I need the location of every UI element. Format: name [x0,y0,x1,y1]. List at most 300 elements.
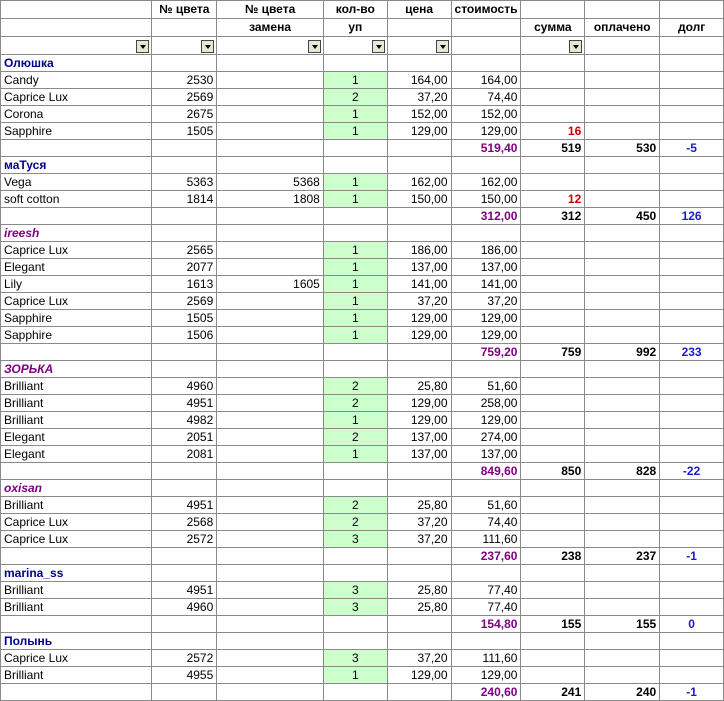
empty-cell [152,548,217,565]
total-row [1,548,724,565]
header-price: цена [387,1,451,19]
table-row [1,276,724,293]
sum-cell [521,106,585,123]
header-row-1 [1,1,724,19]
price-cell: 141,00 [387,276,451,293]
paid-cell [585,89,660,106]
item-name: Caprice Lux [1,650,152,667]
color-no: 2051 [152,429,217,446]
table-row [1,72,724,89]
empty-cell [323,225,387,242]
total-paid: 155 [585,616,660,633]
color-no: 2565 [152,242,217,259]
price-cell: 25,80 [387,582,451,599]
table-row [1,497,724,514]
empty-cell [217,208,324,225]
paid-cell [585,123,660,140]
price-cell: 37,20 [387,514,451,531]
paid-cell [585,429,660,446]
header-sum: сумма [521,19,585,37]
empty-cell [451,157,521,174]
item-name: Caprice Lux [1,89,152,106]
empty-cell [387,225,451,242]
item-name: Brilliant [1,412,152,429]
empty-cell [323,208,387,225]
qty-cell: 1 [323,72,387,89]
qty-cell: 1 [323,276,387,293]
debt-cell [660,72,724,89]
empty-cell [585,633,660,650]
total-paid: 240 [585,684,660,701]
color-repl [217,327,324,344]
cost-cell: 129,00 [451,412,521,429]
color-repl [217,378,324,395]
paid-cell [585,310,660,327]
color-no: 4982 [152,412,217,429]
empty-cell [660,157,724,174]
empty-cell [387,616,451,633]
debt-cell [660,123,724,140]
color-repl [217,497,324,514]
empty-cell [217,633,324,650]
sum-cell [521,242,585,259]
total-row [1,463,724,480]
total-sum: 850 [521,463,585,480]
price-cell: 186,00 [387,242,451,259]
header-color-repl-sub: замена [217,19,324,37]
debt-cell [660,378,724,395]
empty-cell [585,565,660,582]
filter-cell [660,37,724,55]
paid-cell [585,191,660,208]
total-row [1,208,724,225]
cost-cell: 129,00 [451,327,521,344]
header-qty-sub: уп [323,19,387,37]
paid-cell [585,412,660,429]
empty-cell [152,140,217,157]
item-name: Brilliant [1,667,152,684]
item-name: soft cotton [1,191,152,208]
header-cell-empty [521,1,585,19]
empty-cell [451,55,521,72]
empty-cell [387,55,451,72]
empty-cell [585,361,660,378]
empty-cell [323,140,387,157]
sum-cell [521,72,585,89]
table-row [1,650,724,667]
group-header-row [1,157,724,174]
price-cell: 129,00 [387,327,451,344]
item-name: Elegant [1,429,152,446]
item-name: Caprice Lux [1,514,152,531]
table-row [1,446,724,463]
color-repl [217,582,324,599]
item-name: Caprice Lux [1,293,152,310]
paid-cell [585,667,660,684]
empty-cell [521,633,585,650]
total-debt: -1 [660,548,724,565]
empty-cell [152,565,217,582]
debt-cell [660,582,724,599]
sum-cell [521,667,585,684]
filter-cell [323,37,387,55]
color-repl [217,72,324,89]
filter-dropdown-icon[interactable] [569,40,582,53]
group-header-row [1,480,724,497]
cost-cell: 111,60 [451,531,521,548]
debt-cell [660,310,724,327]
debt-cell [660,191,724,208]
table-row [1,310,724,327]
color-no: 4951 [152,497,217,514]
cost-cell: 137,00 [451,259,521,276]
empty-cell [323,480,387,497]
color-repl [217,667,324,684]
header-cost: стоимость [451,1,521,19]
sum-cell [521,599,585,616]
empty-cell [152,480,217,497]
filter-dropdown-icon[interactable] [201,40,214,53]
color-repl [217,259,324,276]
total-debt: -1 [660,684,724,701]
table-row [1,259,724,276]
cost-cell: 111,60 [451,650,521,667]
total-row [1,616,724,633]
table-row [1,395,724,412]
header-color-repl: № цвета [217,1,324,19]
empty-cell [217,463,324,480]
color-repl [217,310,324,327]
qty-cell: 3 [323,599,387,616]
debt-cell [660,446,724,463]
sum-cell: 12 [521,191,585,208]
item-name: Caprice Lux [1,531,152,548]
header-cell-item [1,1,152,19]
empty-cell [323,633,387,650]
cost-cell: 51,60 [451,497,521,514]
debt-cell [660,106,724,123]
item-name: Brilliant [1,378,152,395]
color-repl [217,123,324,140]
item-name: Vega [1,174,152,191]
header-qty: кол-во [323,1,387,19]
table-row [1,174,724,191]
debt-cell [660,395,724,412]
total-cost: 759,20 [451,344,521,361]
empty-cell [323,55,387,72]
empty-cell [152,616,217,633]
empty-cell [660,361,724,378]
cost-cell: 137,00 [451,446,521,463]
qty-cell: 1 [323,293,387,310]
table-row [1,378,724,395]
table-row [1,123,724,140]
item-name: Candy [1,72,152,89]
debt-cell [660,514,724,531]
filter-cell [521,37,585,55]
cost-cell: 164,00 [451,72,521,89]
qty-cell: 3 [323,531,387,548]
debt-cell [660,599,724,616]
item-name: Elegant [1,446,152,463]
color-no: 2572 [152,531,217,548]
color-repl [217,242,324,259]
sum-cell [521,650,585,667]
paid-cell [585,72,660,89]
empty-cell [387,140,451,157]
filter-cell [152,37,217,55]
customer-name: oxisan [1,480,152,497]
filter-dropdown-icon[interactable] [308,40,321,53]
empty-cell [387,565,451,582]
empty-cell [387,208,451,225]
paid-cell [585,497,660,514]
price-cell: 150,00 [387,191,451,208]
empty-cell [152,157,217,174]
cost-cell: 274,00 [451,429,521,446]
empty-cell [387,344,451,361]
empty-cell [217,55,324,72]
empty-cell [451,565,521,582]
item-name: Lily [1,276,152,293]
color-no: 4955 [152,667,217,684]
color-repl [217,89,324,106]
price-cell: 152,00 [387,106,451,123]
empty-cell [521,361,585,378]
paid-cell [585,446,660,463]
color-no: 1505 [152,123,217,140]
price-cell: 129,00 [387,412,451,429]
paid-cell [585,327,660,344]
customer-name: Олюшка [1,55,152,72]
cost-cell: 74,40 [451,89,521,106]
debt-cell [660,412,724,429]
empty-cell [217,361,324,378]
empty-cell [387,633,451,650]
empty-cell [387,480,451,497]
price-cell: 137,00 [387,259,451,276]
color-no: 2569 [152,293,217,310]
color-repl [217,531,324,548]
empty-cell [660,225,724,242]
empty-cell [451,633,521,650]
color-no: 4951 [152,582,217,599]
qty-cell: 2 [323,89,387,106]
color-repl: 5368 [217,174,324,191]
paid-cell [585,276,660,293]
cost-cell: 258,00 [451,395,521,412]
table-row [1,293,724,310]
price-cell: 25,80 [387,599,451,616]
paid-cell [585,106,660,123]
qty-cell: 2 [323,378,387,395]
customer-name: ЗОРЬКА [1,361,152,378]
group-header-row [1,565,724,582]
cost-cell: 141,00 [451,276,521,293]
item-name: Brilliant [1,395,152,412]
color-no: 4960 [152,599,217,616]
total-debt: -22 [660,463,724,480]
total-paid: 237 [585,548,660,565]
qty-cell: 1 [323,667,387,684]
table-row [1,667,724,684]
color-repl [217,106,324,123]
cost-cell: 129,00 [451,310,521,327]
paid-cell [585,174,660,191]
empty-cell [217,565,324,582]
paid-cell [585,531,660,548]
sum-cell [521,412,585,429]
table-row [1,191,724,208]
sum-cell [521,378,585,395]
price-cell: 25,80 [387,497,451,514]
filter-cell [585,37,660,55]
empty-cell [323,344,387,361]
sum-cell [521,531,585,548]
debt-cell [660,327,724,344]
empty-cell [660,633,724,650]
price-cell: 37,20 [387,293,451,310]
debt-cell [660,174,724,191]
filter-cell [217,37,324,55]
empty-cell [323,548,387,565]
customer-name: маТуся [1,157,152,174]
empty-cell [152,344,217,361]
empty-cell [323,616,387,633]
price-cell: 129,00 [387,123,451,140]
sum-cell [521,276,585,293]
table-row [1,599,724,616]
empty-cell [585,225,660,242]
qty-cell: 2 [323,429,387,446]
price-cell: 164,00 [387,72,451,89]
table-row [1,582,724,599]
empty-cell [585,157,660,174]
header-cell-empty [585,1,660,19]
color-repl [217,446,324,463]
cost-cell: 77,40 [451,599,521,616]
price-cell: 25,80 [387,378,451,395]
total-cost: 154,80 [451,616,521,633]
empty-cell [521,225,585,242]
color-no: 4951 [152,395,217,412]
total-cost: 240,60 [451,684,521,701]
cost-cell: 129,00 [451,123,521,140]
group-header-row [1,633,724,650]
empty-cell [387,361,451,378]
sum-cell [521,582,585,599]
price-cell: 137,00 [387,446,451,463]
total-paid: 530 [585,140,660,157]
filter-dropdown-icon[interactable] [136,40,149,53]
qty-cell: 2 [323,395,387,412]
price-cell: 129,00 [387,395,451,412]
filter-dropdown-icon[interactable] [372,40,385,53]
item-name: Sapphire [1,327,152,344]
table-row [1,429,724,446]
filter-row [1,37,724,55]
color-repl: 1808 [217,191,324,208]
empty-cell [323,157,387,174]
empty-cell [1,616,152,633]
color-no: 4960 [152,378,217,395]
qty-cell: 1 [323,106,387,123]
total-paid: 992 [585,344,660,361]
total-paid: 450 [585,208,660,225]
sum-cell [521,327,585,344]
color-repl [217,395,324,412]
qty-cell: 1 [323,123,387,140]
empty-cell [660,565,724,582]
empty-cell [451,225,521,242]
total-cost: 519,40 [451,140,521,157]
qty-cell: 2 [323,497,387,514]
color-repl [217,412,324,429]
empty-cell [1,140,152,157]
item-name: Caprice Lux [1,242,152,259]
color-no: 2568 [152,514,217,531]
cost-cell: 74,40 [451,514,521,531]
total-row [1,344,724,361]
cost-cell: 51,60 [451,378,521,395]
qty-cell: 1 [323,310,387,327]
color-no: 2675 [152,106,217,123]
empty-cell [1,208,152,225]
header-color-no: № цвета [152,1,217,19]
empty-cell [323,565,387,582]
total-cost: 849,60 [451,463,521,480]
color-repl: 1605 [217,276,324,293]
cost-cell: 129,00 [451,667,521,684]
empty-cell [152,55,217,72]
header-cell-empty [152,19,217,37]
paid-cell [585,650,660,667]
cost-cell: 77,40 [451,582,521,599]
empty-cell [585,55,660,72]
cost-cell: 186,00 [451,242,521,259]
debt-cell [660,293,724,310]
debt-cell [660,497,724,514]
paid-cell [585,378,660,395]
sum-cell [521,293,585,310]
debt-cell [660,276,724,293]
filter-dropdown-icon[interactable] [436,40,449,53]
sum-cell [521,514,585,531]
header-paid: оплачено [585,19,660,37]
header-cell-empty [387,19,451,37]
group-header-row [1,225,724,242]
empty-cell [451,361,521,378]
cost-cell: 150,00 [451,191,521,208]
total-debt: 233 [660,344,724,361]
item-name: Brilliant [1,599,152,616]
color-no: 1505 [152,310,217,327]
total-cost: 312,00 [451,208,521,225]
cost-cell: 162,00 [451,174,521,191]
color-repl [217,650,324,667]
empty-cell [217,480,324,497]
qty-cell: 1 [323,412,387,429]
empty-cell [585,480,660,497]
paid-cell [585,599,660,616]
qty-cell: 2 [323,514,387,531]
header-debt: долг [660,19,724,37]
filter-cell [451,37,521,55]
debt-cell [660,242,724,259]
header-cell-empty [660,1,724,19]
filter-cell [387,37,451,55]
total-sum: 238 [521,548,585,565]
